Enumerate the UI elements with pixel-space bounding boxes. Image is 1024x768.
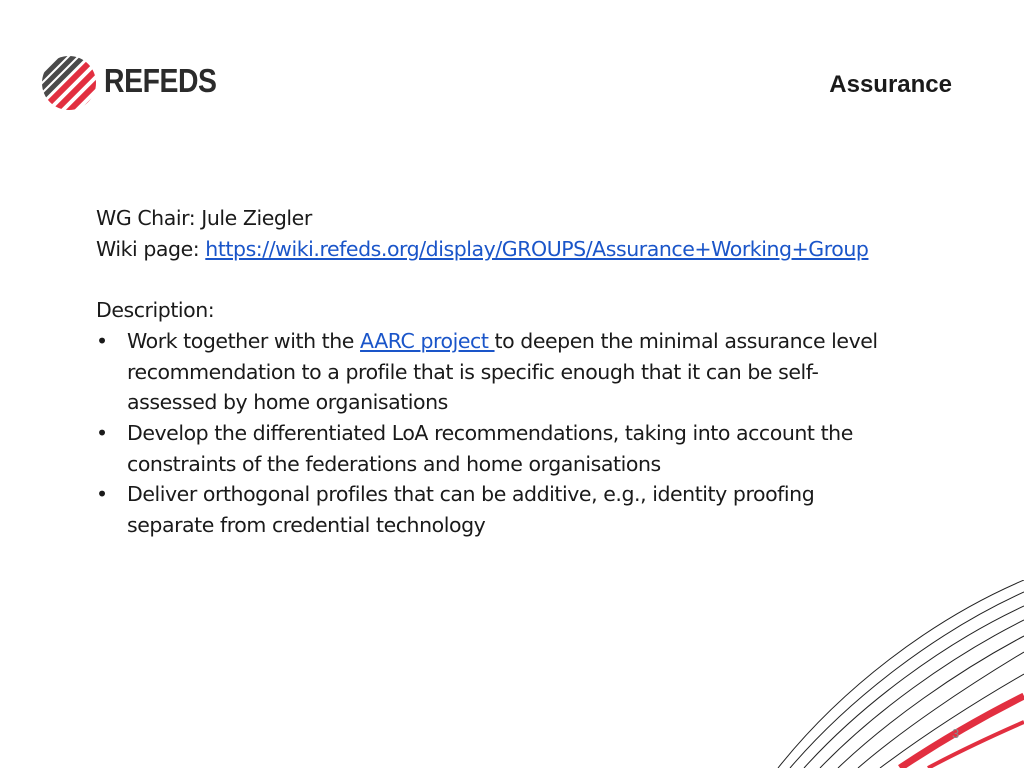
wiki-line xyxy=(96,234,956,265)
bullet-icon: • xyxy=(96,420,108,445)
logo-wordmark: REFEDS xyxy=(104,62,217,99)
bullet-icon: • xyxy=(96,328,108,353)
refeds-logo-mark-icon xyxy=(40,52,100,114)
refeds-logo[interactable] xyxy=(40,52,230,114)
wiki-link[interactable]: https://wiki.refeds.org/display/GROUPS/Assurance+Working+Group xyxy=(205,236,869,261)
description-list xyxy=(96,326,956,541)
description-label: Description: xyxy=(96,298,215,323)
list-item: • Work together with the AARC project to deepen the minimal assurance level recommendation to a profile that is specific enough that it can be self- assessed by home organisations xyxy=(96,326,956,418)
chair-name: Jule Ziegler xyxy=(201,206,312,230)
slide-body xyxy=(96,203,956,541)
slide-title: Assurance xyxy=(829,71,952,98)
page-number: 3 xyxy=(952,726,960,741)
bullet-icon: • xyxy=(96,482,108,507)
decorative-swoosh-icon xyxy=(760,580,1024,768)
aarc-project-link[interactable]: AARC project xyxy=(360,328,495,353)
list-item: • Deliver orthogonal profiles that can be additive, e.g., identity proofing separate from credential technology xyxy=(96,479,956,540)
wiki-label: Wiki page: xyxy=(96,236,200,261)
chair-label: WG Chair: xyxy=(96,206,196,230)
chair-line xyxy=(96,203,956,234)
list-item: • Develop the differentiated LoA recommendations, taking into account the constraints of the federations and home organisations xyxy=(96,418,956,479)
